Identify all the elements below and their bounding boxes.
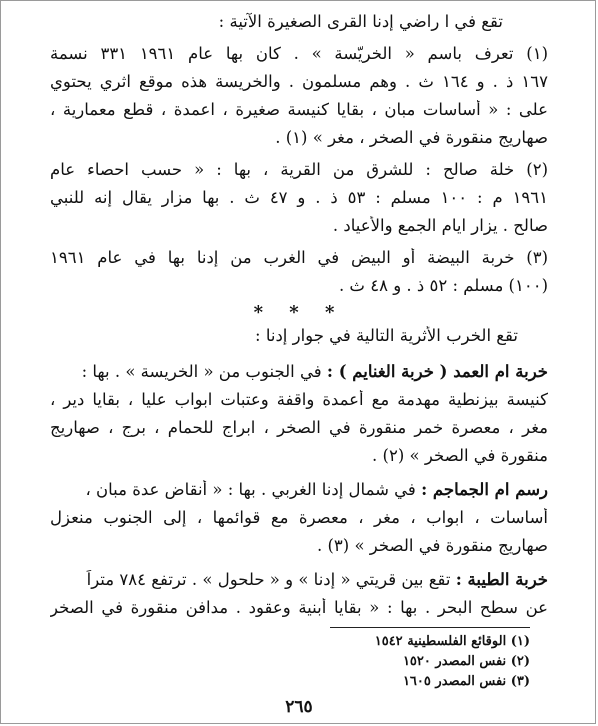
entry1-heading: خربة ام العمد ( خربة الغنايم ) : — [326, 362, 548, 381]
entry1-line-3: مغر ، معصرة خمر منقورة في الصخر ، ابراج للحمام ، برج ، صهاريج — [50, 418, 548, 437]
entry1-first-text: في الجنوب من « الخريسة » . بها : — [81, 362, 322, 381]
item3-line-1: (٣) خربة البيضة أو البيض في الغرب من إدنا بها في عام ١٩٦١ — [50, 248, 548, 267]
item3-line-2: (١٠٠) مسلم : ٥٢ ذ . و ٤٨ ث . — [338, 276, 548, 295]
item1-line-2: ١٦٧ ذ . و ١٦٤ ث . وهم مسلمون . والخريسة هذه موقع اثري يحتوي — [50, 72, 548, 91]
intro-line: تقع في ا راضي إدنا القرى الصغيرة الآتية : — [218, 12, 503, 31]
entry3-first-text: تقع بين قريتي « إدنا » و « حلحول » . ترتفع ٧٨٤ متراً — [86, 570, 451, 589]
entry1-line-1 — [50, 362, 548, 382]
entry2-heading: رسم ام الجماجم : — [421, 480, 548, 499]
page-number: ٢٦٥ — [285, 697, 313, 717]
section-intro: تقع الخرب الأثرية التالية في جوار إدنا : — [255, 326, 518, 345]
entry2-first-text: في شمال إدنا الغربي . بها : « أنقاض عدة مبان ، — [85, 480, 416, 499]
entry2-line-1 — [50, 480, 548, 500]
item2-line-1: (٢) خلة صالح : للشرق من القرية ، بها : « حسب احصاء عام — [50, 160, 548, 179]
item1-line-4: صهاريج منقورة في الصخر ، مغر » (١) . — [275, 128, 548, 147]
item2-line-2: ١٩٦١ م : ١٠٠ مسلم : ٥٣ ذ . و ٤٧ ث . بها مزار يقال إنه للنبي — [50, 188, 548, 207]
entry1-line-4: منقورة في الصخر » (٢) . — [372, 446, 548, 465]
footnote-3: (٣) نفس المصدر ١٦٠٥ — [402, 674, 530, 689]
footnote-1: (١) الوقائع الفلسطينية ١٥٤٢ — [374, 634, 530, 649]
item1-line-1: (١) تعرف باسم « الخريّسة » . كان بها عام ١٩٦١ ٣٣١ نسمة — [50, 44, 548, 63]
footnote-rule — [330, 627, 530, 628]
entry2-line-3: صهاريج منقورة في الصخر » (٣) . — [316, 536, 548, 555]
entry1-line-2: كنيسة بيزنطية مهدمة مع أعمدة واقفة وعتبات ابواب عليا ، بقايا دير ، — [50, 390, 548, 409]
entry2-line-2: أساسات ، ابواب ، مغر ، معصرة مع قوائمها ، إلى الجنوب منعزل — [50, 508, 548, 527]
entry3-heading: خربة الطيبة : — [455, 570, 548, 589]
footnote-2: (٢) نفس المصدر ١٥٢٠ — [402, 654, 530, 669]
entry3-line-2: عن سطح البحر . بها : « بقايا أبنية وعقود . مدافن منقورة في الصخر — [50, 598, 548, 617]
entry3-line-1 — [50, 570, 548, 590]
section-separator: * * * — [253, 302, 345, 323]
item2-line-3: صالح . يزار ايام الجمع والأعياد . — [332, 216, 548, 235]
item1-line-3: على : « أساسات مبان ، بقايا كنيسة صغيرة ، اعمدة ، قطع معمارية ، — [50, 100, 548, 119]
